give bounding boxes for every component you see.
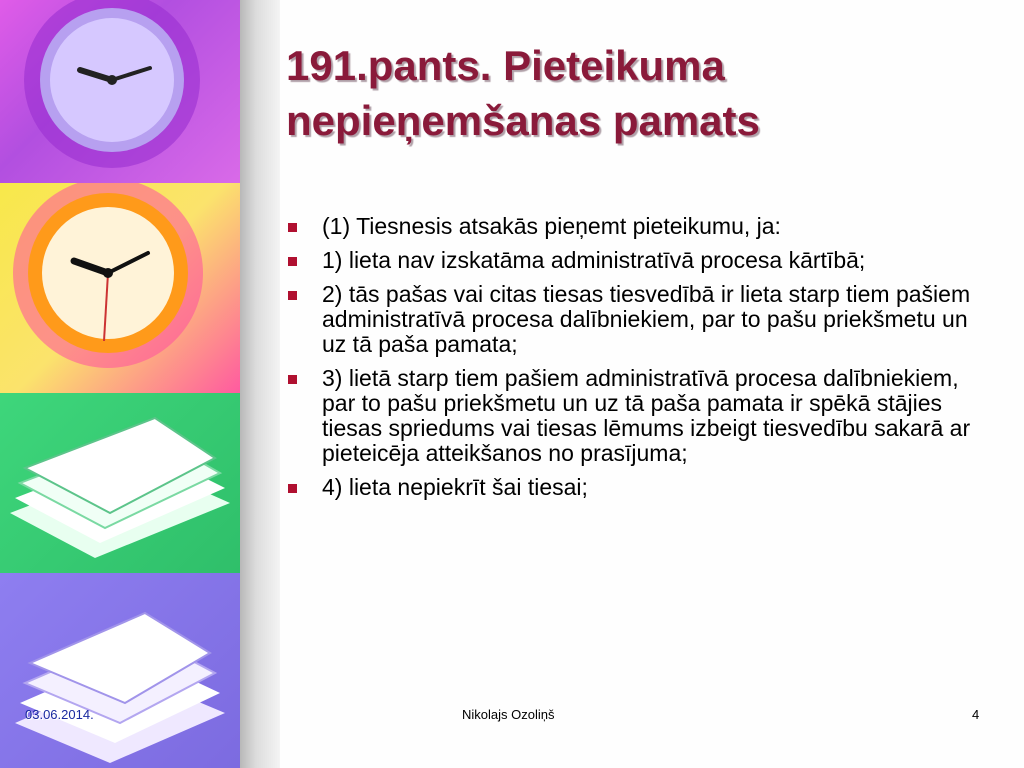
bullet-square-icon: [288, 484, 297, 493]
list-item: 1) lieta nav izskatāma administratīvā procesa kārtībā;: [280, 248, 980, 273]
divider-shadow: [240, 0, 280, 768]
green-papers-icon: [0, 393, 240, 573]
bullet-square-icon: [288, 257, 297, 266]
list-item: 3) lietā starp tiem pašiem administratīvā procesa dalībniekiem, par to pašu priekšmetu un uz tā paša pamata ir spēkā stājies tiesas spriedums vai tiesas lēmums izbeigt tiesvedību sakarā ar pieteicēja atteikšanos no prasījuma;: [280, 366, 980, 466]
bullet-square-icon: [288, 291, 297, 300]
list-item: 2) tās pašas vai citas tiesas tiesvedībā ir lieta starp tiem pašiem administratīvā procesa dalībniekiem, par to pašu priekšmetu un uz tā paša pamata;: [280, 282, 980, 357]
violet-papers-icon: [0, 573, 240, 768]
footer-date: 03.06.2014.: [25, 707, 94, 722]
list-item: 4) lieta nepiekrīt šai tiesai;: [280, 475, 980, 500]
slide-content: [280, 0, 1024, 768]
orange-clock-icon: [0, 183, 240, 393]
purple-clock-icon: [0, 0, 240, 183]
bullet-list: [280, 214, 980, 509]
bullet-square-icon: [288, 375, 297, 384]
footer-author: Nikolajs Ozoliņš: [462, 707, 555, 722]
decorative-image-strip: [0, 0, 240, 768]
page-number: 4: [972, 707, 980, 722]
list-item: (1) Tiesnesis atsakās pieņemt pieteikumu, ja:: [280, 214, 980, 239]
slide-title: 191.pants. Pieteikuma nepieņemšanas pamats: [286, 42, 760, 144]
bullet-square-icon: [288, 223, 297, 232]
